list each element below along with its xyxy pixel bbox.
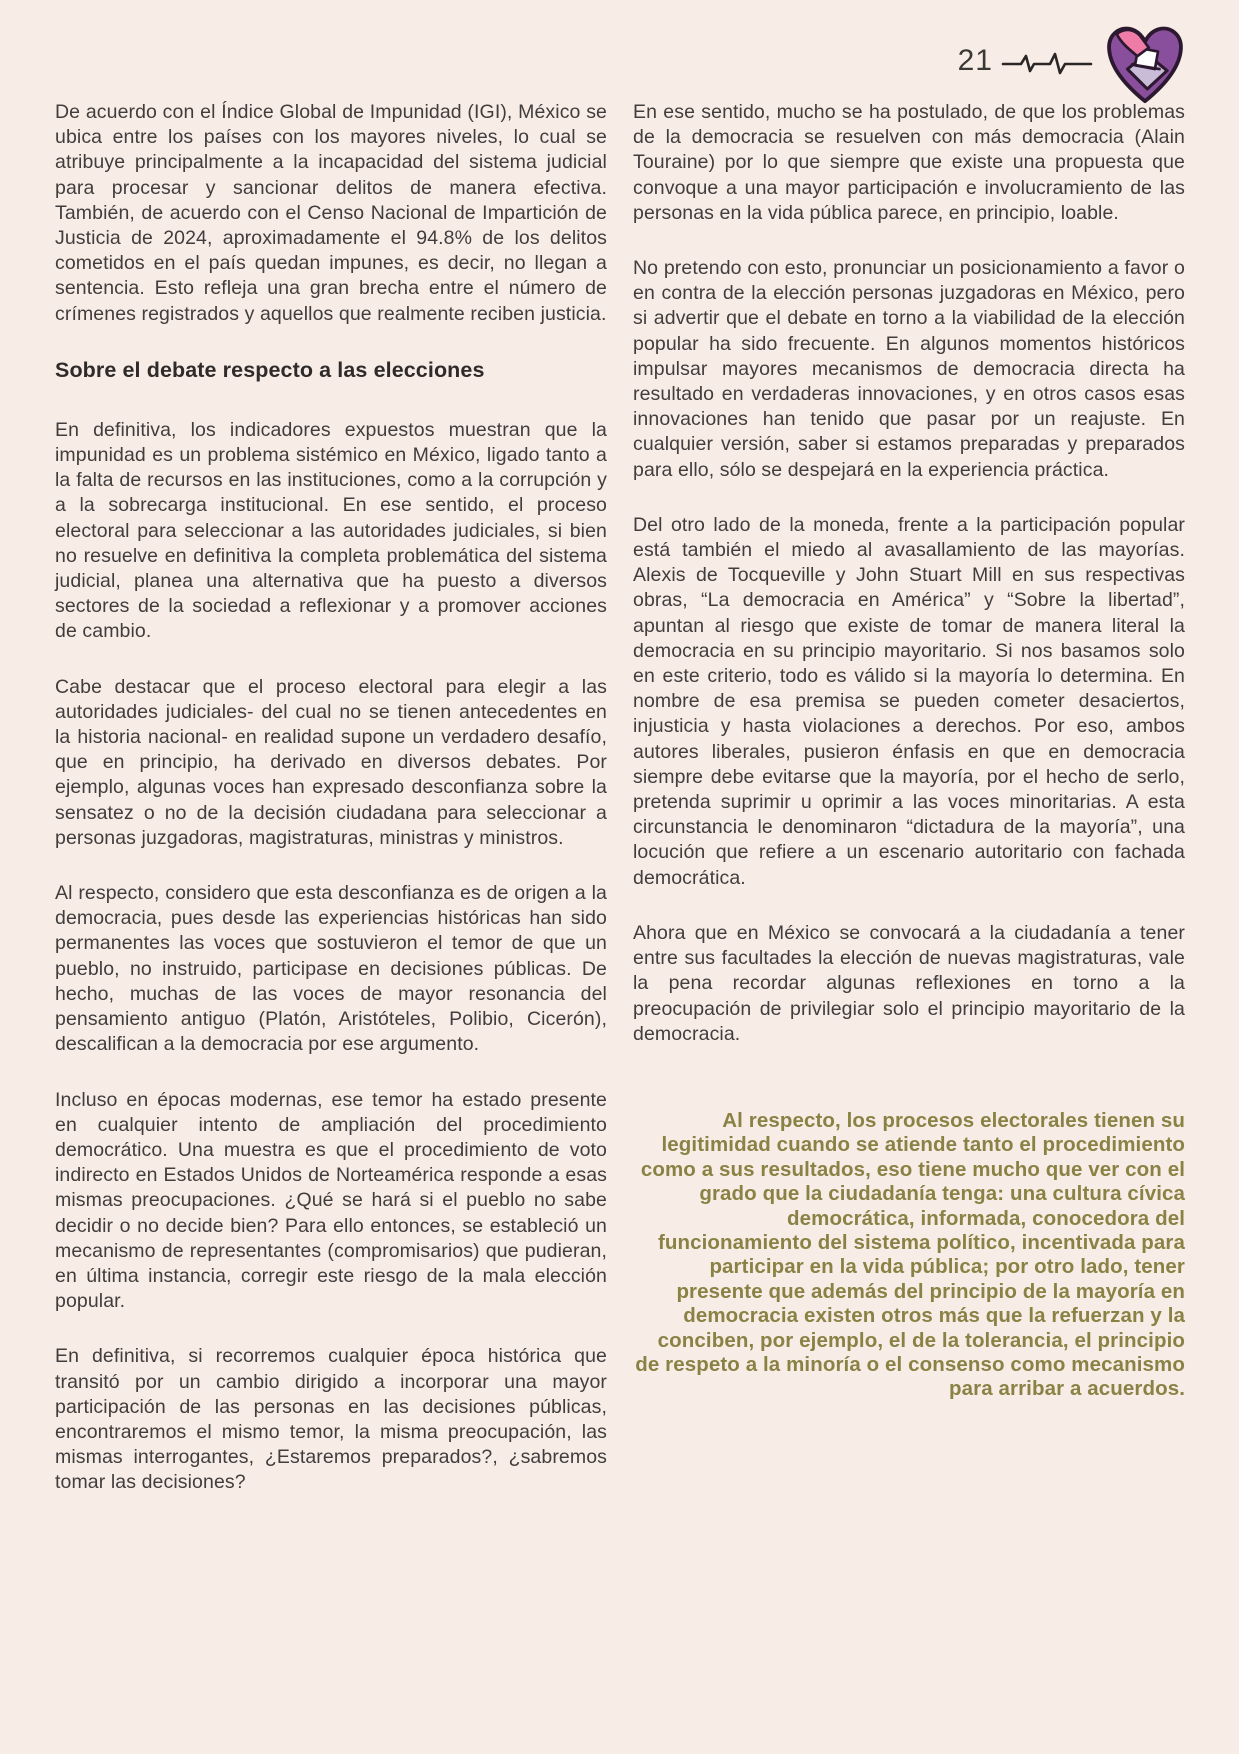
two-column-layout — [55, 100, 1185, 1526]
paragraph: En definitiva, los indicadores expuestos muestran que la impunidad es un problema sistémico en México, ligado tanto a la falta de recursos en las instituciones, como a la corrupción y a la sobrecarga institucional. En ese sentido, el proceso electoral para seleccionar a las autoridades judiciales, si bien no resuelve en definitiva la completa problemática del sistema judicial, planea una alternativa que ha puesto a diversos sectores de la sociedad a reflexionar y a promover acciones de cambio. — [55, 418, 607, 643]
heartbeat-line-icon — [1001, 47, 1093, 79]
heart-ballot-icon — [1103, 18, 1187, 108]
paragraph: Incluso en épocas modernas, ese temor ha estado presente en cualquier intento de ampliación del procedimiento democrático. Una muestra es que el procedimiento de voto indirecto en Estados Unidos de Norteamérica responde a esas mismas preocupaciones. ¿Qué se hará si el pueblo no sabe decidir o no decide bien? Para ello entonces, se estableció un mecanismo de representantes (compromisarios) que pudieran, en última instancia, corregir este riesgo de la mala elección popular. — [55, 1088, 607, 1313]
paragraph: En ese sentido, mucho se ha postulado, de que los problemas de la democracia se resuelven con más democracia (Alain Touraine) por lo que siempre que existe una propuesta que convoque a una mayor participación e involucramiento de las personas en la vida pública parece, en principio, loable. — [633, 101, 1185, 224]
pull-quote: Al respecto, los procesos electorales tienen su legitimidad cuando se atiende tanto el procedimiento como a sus resultados, eso tiene mucho que ver con el grado que la ciudadanía tenga: una cultura cívica democrática, informada, conocedora del funcionamiento del sistema político, incentivada para participar en la vida pública; por otro lado, tener presente que además del principio de la mayoría en democracia existen otros más que la refuerzan y la conciben, por ejemplo, el de la tolerancia, el principio de respeto a la minoría o el consenso como mecanismo para arribar a acuerdos. — [635, 1108, 1185, 1401]
page-number: 21 — [957, 44, 993, 77]
paragraph: Al respecto, considero que esta desconfianza es de origen a la democracia, pues desde las experiencias históricas han sido permanentes las voces que sostuvieron el temor de que un pueblo, no instruido, participase en decisiones públicas. De hecho, muchas de las voces de mayor resonancia del pensamiento antiguo (Platón, Aristóteles, Polibio, Cicerón), descalifican a la democracia por ese argumento. — [55, 882, 607, 1056]
right-column — [633, 100, 1185, 1526]
paragraph: No pretendo con esto, pronunciar un posicionamiento a favor o en contra de la elección personas juzgadoras en México, pero si advertir que el debate en torno a la viabilidad de la elección popular ha sido frecuente. En algunos momentos históricos impulsar mayores mecanismos de democracia directa ha resultado en verdaderas innovaciones, y en otros casos esas innovaciones han tenido que pasar por un reajuste. En cualquier versión, saber si estamos preparadas y preparados para ello, sólo se despejará en la experiencia práctica. — [633, 257, 1185, 481]
paragraph: Cabe destacar que el proceso electoral para elegir a las autoridades judiciales- del cual no se tienen antecedentes en la historia nacional- en realidad supone un verdadero desafío, que en principio, ha derivado en diversos debates. Por ejemplo, algunas voces han expresado desconfianza sobre la sensatez o no de la decisión ciudadana para seleccionar a personas juzgadoras, magistraturas, ministras y ministros. — [55, 675, 607, 849]
left-column — [55, 100, 607, 1526]
paragraph: Ahora que en México se convocará a la ciudadanía a tener entre sus facultades la elección de nuevas magistraturas, vale la pena recordar algunas reflexiones en torno a la preocupación de privilegiar solo el principio mayoritario de la democracia. — [633, 921, 1185, 1045]
page-header — [958, 18, 1187, 108]
paragraph: En definitiva, si recorremos cualquier época histórica que transitó por un cambio dirigido a incorporar una mayor participación de las personas en las decisiones públicas, encontraremos el mismo temor, la misma preocupación, las mismas interrogantes, ¿Estaremos preparados?, ¿sabremos tomar las decisiones? — [55, 1345, 607, 1494]
section-heading: Sobre el debate respecto a las elecciones — [55, 357, 485, 382]
paragraph: Del otro lado de la moneda, frente a la participación popular está también el miedo al avasallamiento de las mayorías. Alexis de Tocqueville y John Stuart Mill en sus respectivas obras, “La democracia en América” y “Sobre la libertad”, apuntan al riesgo que existe de tomar de manera literal la democracia en su principio mayoritario. Si nos basamos solo en este criterio, todo es válido si la mayoría lo determina. En nombre de esa premisa se pueden cometer desaciertos, injusticia y hasta violaciones a derechos. Por eso, ambos autores liberales, pusieron énfasis en que en democracia siempre debe evitarse que la mayoría, por el hecho de serlo, pretenda suprimir u oprimir a las voces minoritarias. A esta circunstancia le denominaron “dictadura de la mayoría”, una locución que refiere a un escenario autoritario con fachada democrática. — [633, 513, 1185, 889]
paragraph: De acuerdo con el Índice Global de Impunidad (IGI), México se ubica entre los países con los mayores niveles, lo cual se atribuye principalmente a la incapacidad del sistema judicial para procesar y sancionar delitos de manera efectiva. También, de acuerdo con el Censo Nacional de Impartición de Justicia de 2024, aproximadamente el 94.8% de los delitos cometidos en el país quedan impunes, es decir, no llegan a sentencia. Esto refleja una gran brecha entre el número de crímenes registrados y aquellos que realmente reciben justicia. — [55, 101, 607, 325]
